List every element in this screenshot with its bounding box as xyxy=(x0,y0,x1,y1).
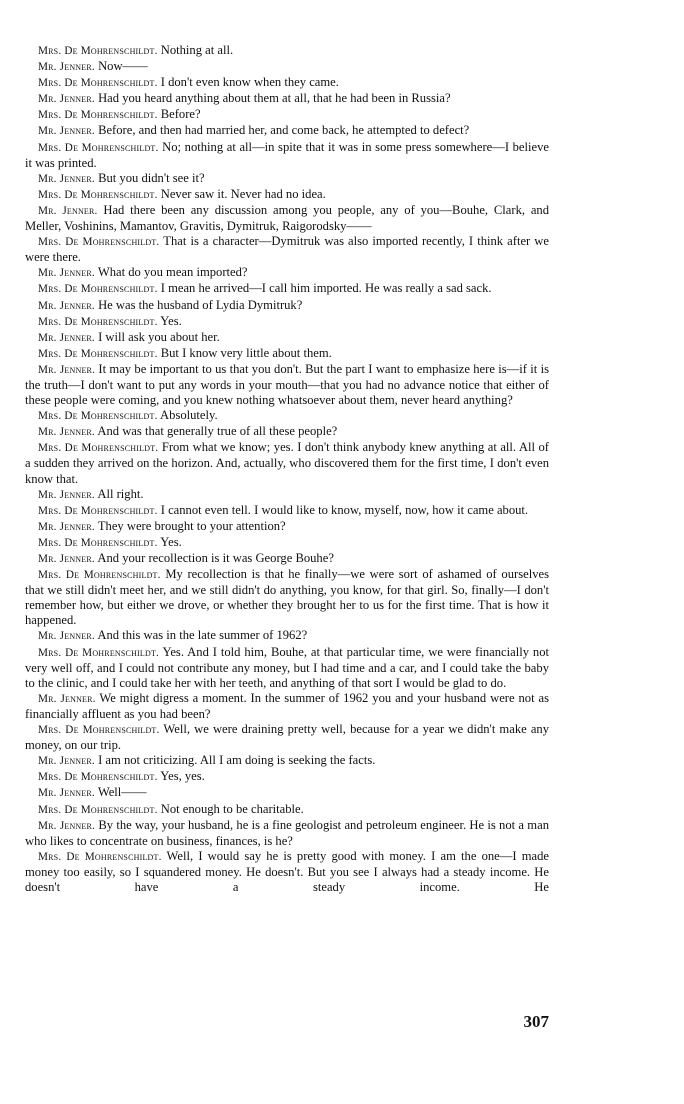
transcript-paragraph xyxy=(25,802,549,818)
speaker-name: Mr. Jenner. xyxy=(38,172,95,185)
transcript-paragraph xyxy=(25,59,549,75)
speech-text: I will ask you about her. xyxy=(98,329,220,344)
speech-text: Now—— xyxy=(98,59,148,74)
speaker-name: Mrs. De Mohrenschildt. xyxy=(38,188,158,201)
speaker-name: Mrs. De Mohrenschildt. xyxy=(38,536,158,549)
speaker-name: Mr. Jenner. xyxy=(38,520,95,533)
speech-text: That is a character—Dymitruk was also imported recently, I think after we were there. xyxy=(25,234,549,265)
speaker-name: Mrs. De Mohrenschildt. xyxy=(38,109,158,122)
speech-text: I mean he arrived—I call him imported. He was really a sad sack. xyxy=(160,281,492,296)
speech-text: From what we know; yes. I don't think anybody knew anything at all. All of a sudden they arrived on the horizon. And, actually, who discovered them for the first time, I don't even know that. xyxy=(25,440,549,486)
transcript-paragraph xyxy=(25,503,549,519)
speech-text: By the way, your husband, he is a fine geologist and petroleum engineer. He is not a man who likes to concentrate on business, finances, is he? xyxy=(25,817,549,848)
transcript-paragraph xyxy=(25,408,549,424)
speech-text: Yes. xyxy=(160,313,182,328)
transcript-paragraph xyxy=(25,487,549,503)
speech-text: And was that generally true of all these people? xyxy=(97,424,338,439)
transcript-body xyxy=(25,43,549,895)
speaker-name: Mr. Jenner. xyxy=(38,61,95,74)
speech-text: Well, I would say he is pretty good with money. I am the one—I made money too easily, so I squandered money. He doesn't. But you see I always had a steady income. He doesn't have a steady income. He xyxy=(25,848,549,894)
speech-text: And this was in the late summer of 1962? xyxy=(97,628,308,643)
speech-text: And your recollection is it was George Bouhe? xyxy=(97,551,334,565)
transcript-paragraph xyxy=(25,551,549,567)
transcript-paragraph xyxy=(25,330,549,346)
speaker-name: Mr. Jenner. xyxy=(38,755,95,768)
speaker-name: Mrs. De Mohrenschildt. xyxy=(38,850,162,863)
transcript-paragraph xyxy=(25,753,549,769)
speaker-name: Mrs. De Mohrenschildt. xyxy=(38,315,158,328)
transcript-paragraph xyxy=(25,123,549,139)
speaker-name: Mr. Jenner. xyxy=(38,426,95,439)
transcript-paragraph xyxy=(25,187,549,203)
speech-text: Absolutely. xyxy=(160,408,218,423)
transcript-paragraph xyxy=(25,314,549,330)
speech-text: All right. xyxy=(97,486,144,501)
speaker-name: Mr. Jenner. xyxy=(38,267,95,280)
speech-text: They were brought to your attention? xyxy=(97,518,286,533)
transcript-paragraph xyxy=(25,424,549,440)
speech-text: What do you mean imported? xyxy=(97,265,248,280)
speaker-name: Mrs. De Mohrenschildt. xyxy=(38,283,158,296)
speaker-name: Mr. Jenner. xyxy=(38,553,95,565)
speaker-name: Mr. Jenner. xyxy=(38,819,96,832)
speech-text: Yes. And I told him, Bouhe, at that particular time, we were financially not very well off, and I could not contribute any money, but I had time and a car, and I could take the baby to the clinic, and I could take her with her teeth, and anything of that sort I would be glad to do. xyxy=(25,644,549,690)
speech-text: Before, and then had married her, and come back, he attempted to defect? xyxy=(98,123,470,138)
speaker-name: Mrs. De Mohrenschildt. xyxy=(38,45,158,57)
speech-text: Had you heard anything about them at all, that he had been in Russia? xyxy=(98,91,451,106)
speech-text: Well, we were draining pretty well, because for a year we didn't make any money, on our trip. xyxy=(25,722,550,753)
transcript-paragraph xyxy=(25,645,549,691)
speech-text: My recollection is that he finally—we were sort of ashamed of ourselves that we still didn't meet her, and we still didn't do anything, you know, for that girl. So, finally—I don't remember how, but either we drove, or whether they brought her to us for the first time. That is how it happened. xyxy=(25,567,549,628)
speech-text: I don't even know when they came. xyxy=(160,75,339,90)
transcript-paragraph xyxy=(25,91,549,107)
transcript-paragraph xyxy=(25,535,549,551)
transcript-paragraph xyxy=(25,769,549,785)
speaker-name: Mr. Jenner. xyxy=(38,630,95,643)
speaker-name: Mr. Jenner. xyxy=(38,93,95,106)
transcript-paragraph xyxy=(25,785,549,801)
speech-text: I cannot even tell. I would like to know, myself, now, how it came about. xyxy=(160,502,529,517)
speech-text: Nothing at all. xyxy=(160,43,234,57)
transcript-paragraph xyxy=(25,362,549,408)
transcript-paragraph xyxy=(25,75,549,91)
transcript-paragraph xyxy=(25,818,549,849)
transcript-paragraph xyxy=(25,567,549,628)
speaker-name: Mr. Jenner. xyxy=(38,692,96,705)
speech-text: Well—— xyxy=(97,785,147,800)
speaker-name: Mrs. De Mohrenschildt. xyxy=(38,347,158,360)
speech-text: No; nothing at all—in spite that it was in some press somewhere—I believe it was printed. xyxy=(25,139,549,170)
speech-text: Before? xyxy=(160,107,201,122)
speaker-name: Mr. Jenner. xyxy=(38,204,98,217)
transcript-paragraph xyxy=(25,722,549,753)
speech-text: It may be important to us that you don't. But the part I want to emphasize here is—if it is the truth—I don't want to put any words in your mouth—that you had no advance notice that either of these people were coming, and you knew nothing whatsoever about them, never heard anything? xyxy=(25,361,549,408)
speech-text: He was the husband of Lydia Dymitruk? xyxy=(98,297,303,312)
speech-text: But I know very little about them. xyxy=(160,345,332,360)
transcript-paragraph xyxy=(25,346,549,362)
speech-text: I am not criticizing. All I am doing is seeking the facts. xyxy=(98,753,376,768)
transcript-paragraph xyxy=(25,43,549,59)
speaker-name: Mr. Jenner. xyxy=(38,299,95,312)
speaker-name: Mrs. De Mohrenschildt. xyxy=(38,803,158,816)
speaker-name: Mrs. De Mohrenschildt. xyxy=(38,504,158,517)
transcript-paragraph xyxy=(25,265,549,281)
page-number: 307 xyxy=(523,1012,549,1031)
speaker-name: Mrs. De Mohrenschildt. xyxy=(38,77,158,90)
speaker-name: Mr. Jenner. xyxy=(38,363,96,376)
speech-text: Yes, yes. xyxy=(160,769,205,784)
transcript-paragraph xyxy=(25,440,549,486)
speaker-name: Mrs. De Mohrenschildt. xyxy=(38,646,160,659)
transcript-paragraph xyxy=(25,281,549,297)
speaker-name: Mr. Jenner. xyxy=(38,331,95,344)
transcript-paragraph xyxy=(25,298,549,314)
transcript-paragraph xyxy=(25,140,549,171)
speaker-name: Mrs. De Mohrenschildt. xyxy=(38,442,159,455)
speaker-name: Mrs. De Mohrenschildt. xyxy=(38,410,158,423)
transcript-paragraph xyxy=(25,107,549,123)
speech-text: Not enough to be charitable. xyxy=(160,801,304,816)
transcript-paragraph xyxy=(25,628,549,644)
speaker-name: Mr. Jenner. xyxy=(38,125,95,138)
speech-text: Never saw it. Never had no idea. xyxy=(160,186,326,201)
speaker-name: Mrs. De Mohrenschildt. xyxy=(38,141,159,154)
speaker-name: Mr. Jenner. xyxy=(38,488,95,501)
speech-text: Yes. xyxy=(160,534,182,549)
transcript-paragraph xyxy=(25,171,549,187)
speech-text: We might digress a moment. In the summer of 1962 you and your husband were not as financially affluent as you had been? xyxy=(25,690,549,721)
speech-text: Had there been any discussion among you people, any of you—Bouhe, Clark, and Meller, Voshinins, Mamantov, Gravitis, Dymitruk, Raigorodsky—— xyxy=(25,202,549,234)
transcript-paragraph xyxy=(25,691,549,722)
speaker-name: Mrs. De Mohrenschildt. xyxy=(38,771,158,784)
speaker-name: Mrs. De Mohrenschildt. xyxy=(38,724,160,737)
transcript-paragraph xyxy=(25,234,549,265)
transcript-paragraph xyxy=(25,519,549,535)
transcript-paragraph xyxy=(25,849,549,895)
speaker-name: Mr. Jenner. xyxy=(38,787,95,800)
speech-text: But you didn't see it? xyxy=(98,170,205,185)
speaker-name: Mrs. De Mohrenschildt. xyxy=(38,569,161,582)
transcript-paragraph xyxy=(25,203,549,234)
speaker-name: Mrs. De Mohrenschildt. xyxy=(38,236,160,249)
